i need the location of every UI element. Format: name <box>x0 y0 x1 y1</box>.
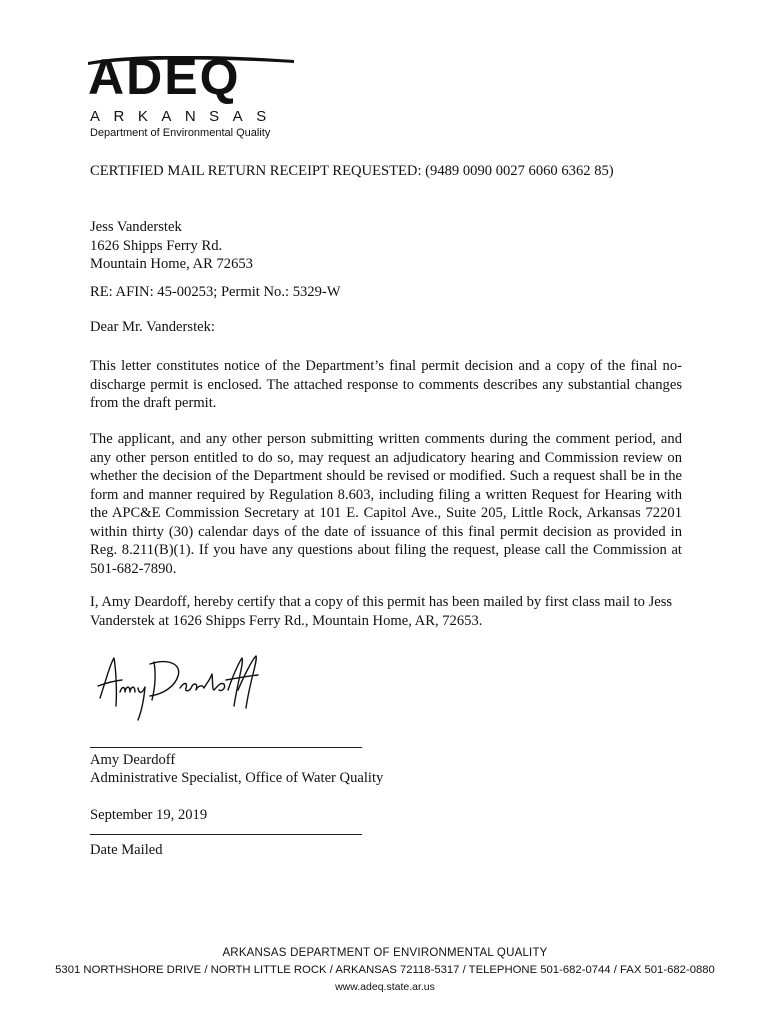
recipient-street: 1626 Shipps Ferry Rd. <box>90 237 223 254</box>
salutation: Dear Mr. Vanderstek: <box>90 319 215 335</box>
adeq-logo <box>88 49 298 140</box>
logo-wordmark: ADEQ <box>88 49 241 105</box>
footer-address: 5301 NORTHSHORE DRIVE / NORTH LITTLE ROCK / ARKANSAS 72118-5317 / TELEPHONE 501-682-0744 / FAX 501-682-0880 <box>55 964 715 976</box>
logo-swoosh-graphic <box>88 56 298 106</box>
logo-department-name: Department of Environmental Quality <box>90 127 271 139</box>
signature-rule <box>90 747 362 748</box>
signer-name: Amy Deardoff <box>90 752 176 768</box>
recipient-city: Mountain Home, AR 72653 <box>90 256 253 272</box>
date-mailed-label: Date Mailed <box>90 842 163 858</box>
logo-state-name: ARKANSAS <box>90 108 280 125</box>
recipient-name: Jess Vanderstek <box>90 219 182 235</box>
recipient-address <box>90 218 682 274</box>
signer-title: Administrative Specialist, Office of Water Quality <box>90 770 384 786</box>
paragraph-hearing-rights: The applicant, and any other person submitting written comments during the comment period, and any other person entitled to do so, may request an adjudicatory hearing and Commission review on whether the decision of the Department should be revised or modified. Such a request shall be in the form and manner required by Regulation 8.603, including filing a written Request for Hearing with the APC&E Commission Secretary at 101 E. Capitol Ave., Suite 205, Little Rock, Arkansas 72201 within thirty (30) calendar days of the date of issuance of this final permit decision as provided in Reg. 8.211(B)(1). If you have any questions about filing the request, please call the Commission at 501-682-7890. <box>90 431 682 577</box>
footer-website: www.adeq.state.ar.us <box>335 981 435 993</box>
paragraph-notice: This letter constitutes notice of the Department’s final permit decision and a copy of the final no-discharge permit is enclosed. The attached response to comments describes any substantial changes from the draft permit. <box>90 358 682 411</box>
handwritten-signature <box>92 650 262 730</box>
date-rule <box>90 834 362 835</box>
mailing-date: September 19, 2019 <box>90 807 208 823</box>
paragraph-certification: I, Amy Deardoff, hereby certify that a copy of this permit has been mailed by first class mail to Jess Vanderstek at 1626 Shipps Ferry Rd., Mountain Home, AR, 72653. <box>90 594 673 629</box>
re-line: RE: AFIN: 45-00253; Permit No.: 5329-W <box>90 284 341 300</box>
certified-mail-line: CERTIFIED MAIL RETURN RECEIPT REQUESTED: (9489 0090 0027 6060 6362 85) <box>90 163 614 179</box>
footer-organization: ARKANSAS DEPARTMENT OF ENVIRONMENTAL QUALITY <box>222 947 548 959</box>
